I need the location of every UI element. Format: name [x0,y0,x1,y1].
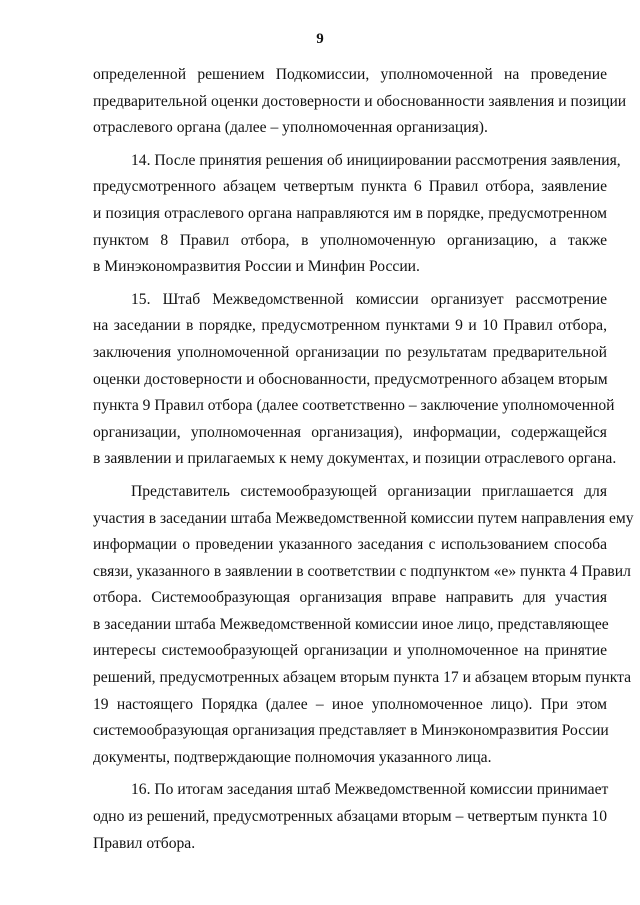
text-line: одно из решений, предусмотренных абзацами вторым – четвертым пункта 10 [93,808,607,826]
text-line: информации о проведении указанного заседания с использованием способа [93,536,607,554]
text-line: 14. После принятия решения об инициировании рассмотрения заявления, [131,151,621,169]
text-line: документы, подтверждающие полномочия указанного лица. [93,748,492,766]
text-line: 19 настоящего Порядка (далее – иное уполномоченное лицо). При этом [93,695,607,713]
paragraph-continuation [93,62,627,142]
text-line: решений, предусмотренных абзацем вторым пункта 17 и абзацем вторым пункта [93,669,632,687]
text-line: связи, указанного в заявлении в соответствии с подпунктом «е» пункта 4 Правил [93,562,631,580]
text-line: в заявлении и прилагаемых к нему документах, и позиции отраслевого органа. [93,450,617,468]
text-line: Представитель системообразующей организации приглашается для [131,482,607,500]
text-line: в заседании штаба Межведомственной комиссии иное лицо, представляющее [93,615,609,633]
text-line: пунктом 8 Правил отбора, в уполномоченную организацию, а также [93,231,607,249]
paragraph-16 [93,777,607,857]
text-line: отраслевого органа (далее – уполномоченная организация). [93,119,488,137]
text-line: и позиция отраслевого органа направляются им в порядке, предусмотренном [93,204,607,222]
text-line: заключения уполномоченной организации по результатам предварительной [93,343,607,361]
paragraph-15 [93,287,617,473]
page-number: 9 [316,31,324,47]
text-line: определенной решением Подкомиссии, уполномоченной на проведение [93,66,607,83]
text-line: организации, уполномоченная организация), информации, содержащейся [93,423,607,441]
text-line: системообразующая организация представляет в Минэкономразвития России [93,722,609,740]
paragraph-representative [93,479,634,772]
text-line: участия в заседании штаба Межведомственной комиссии путем направления ему [93,509,634,527]
text-line: отбора. Системообразующая организация вправе направить для участия [93,589,607,607]
text-line: предварительной оценки достоверности и обоснованности заявления и позиции [93,92,627,110]
text-line: предусмотренного абзацем четвертым пункта 6 Правил отбора, заявление [93,178,607,196]
text-line: 16. По итогам заседания штаб Межведомственной комиссии принимает [131,781,609,799]
paragraph-14 [93,148,621,281]
text-line: в Минэкономразвития России и Минфин России. [93,258,420,276]
text-line: интересы системообразующей организации и уполномоченное на принятие [93,642,607,660]
text-line: пункта 9 Правил отбора (далее соответственно – заключение уполномоченной [93,397,615,415]
document-body [93,62,634,857]
text-line: 15. Штаб Межведомственной комиссии организует рассмотрение [131,290,607,308]
text-line: оценки достоверности и обоснованности, предусмотренного абзацем вторым [93,370,608,388]
text-line: на заседании в порядке, предусмотренном пунктами 9 и 10 Правил отбора, [93,317,607,335]
text-line: Правил отбора. [93,834,196,852]
